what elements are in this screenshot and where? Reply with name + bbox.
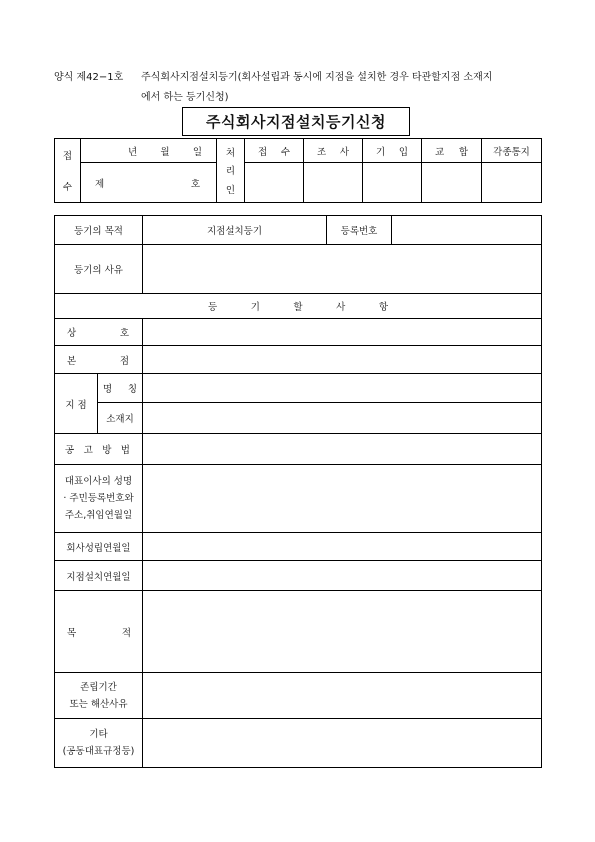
processor-label-cell bbox=[217, 139, 245, 203]
purpose-row bbox=[55, 216, 542, 245]
reason-label: 등기의 사유 bbox=[55, 245, 143, 294]
matters-heading-text: 등 기 할 사 항 bbox=[208, 302, 388, 313]
other-label-line-1: 기타 bbox=[89, 729, 108, 740]
form-title: 주식회사지점설치등기신청 bbox=[182, 107, 410, 136]
branch-location-row bbox=[55, 403, 542, 434]
branch-name-label: 명 칭 bbox=[98, 374, 143, 403]
public-notice-label: 공 고 방 법 bbox=[55, 434, 143, 465]
step-entry-stamp bbox=[363, 163, 422, 203]
other-value bbox=[143, 719, 542, 768]
trade-name-label: 상 호 bbox=[55, 319, 143, 346]
public-notice-value bbox=[143, 434, 542, 465]
incorporation-date-row bbox=[55, 533, 542, 561]
purpose-value: 지점설치등기 bbox=[143, 216, 327, 245]
representative-label bbox=[55, 465, 143, 533]
branch-name-value bbox=[143, 374, 542, 403]
form-description-line-1: 주식회사지점설치등기(회사설립과 동시에 지점을 설치한 경우 타관할지점 소재지 bbox=[141, 72, 493, 83]
objectives-row bbox=[55, 591, 542, 673]
duration-label bbox=[55, 673, 143, 719]
processor-label-2: 리 bbox=[225, 166, 236, 178]
date-month-label: 월 bbox=[160, 146, 170, 158]
branch-label: 지 점 bbox=[55, 374, 98, 434]
receipt-label-top: 접 bbox=[62, 151, 73, 162]
step-collation-header: 교 합 bbox=[422, 139, 482, 163]
receipt-label-cell bbox=[55, 139, 81, 203]
receipt-label-bottom: 수 bbox=[62, 182, 73, 193]
form-header bbox=[54, 68, 554, 108]
duration-row bbox=[55, 673, 542, 719]
form-description-line-2: 에서 하는 등기신청) bbox=[141, 92, 229, 103]
step-receipt-stamp bbox=[245, 163, 304, 203]
other-label bbox=[55, 719, 143, 768]
reason-value bbox=[143, 245, 542, 294]
step-receipt-header: 접 수 bbox=[245, 139, 304, 163]
date-day-label: 일 bbox=[192, 146, 202, 158]
matters-heading-row bbox=[55, 294, 542, 319]
duration-value bbox=[143, 673, 542, 719]
step-notice-stamp bbox=[482, 163, 542, 203]
other-label-line-2: (공동대표규정등) bbox=[62, 746, 135, 757]
step-entry-header: 기 입 bbox=[363, 139, 422, 163]
receipt-date-cell bbox=[81, 139, 217, 163]
header-line-1 bbox=[54, 68, 554, 88]
date-year-label: 년 bbox=[128, 146, 138, 158]
processor-label-3: 인 bbox=[225, 185, 236, 197]
receipt-number-cell bbox=[81, 163, 217, 203]
head-office-label: 본 점 bbox=[55, 346, 143, 374]
branch-establishment-date-row bbox=[55, 561, 542, 591]
representative-label-line-2: · 주민등록번호와 bbox=[63, 493, 134, 504]
other-row bbox=[55, 719, 542, 768]
representative-value bbox=[143, 465, 542, 533]
branch-location-value bbox=[143, 403, 542, 434]
branch-establishment-date-value bbox=[143, 561, 542, 591]
reason-row bbox=[55, 245, 542, 294]
head-office-value bbox=[143, 346, 542, 374]
branch-location-label: 소재지 bbox=[98, 403, 143, 434]
reception-table bbox=[54, 138, 542, 203]
duration-label-line-1: 존립기간 bbox=[80, 681, 117, 693]
registration-number-value bbox=[392, 216, 542, 245]
step-review-stamp bbox=[304, 163, 363, 203]
representative-row bbox=[55, 465, 542, 533]
processor-label-1: 처 bbox=[225, 147, 236, 159]
receipt-number-suffix: 호 bbox=[190, 178, 200, 190]
incorporation-date-label: 회사성립연월일 bbox=[55, 533, 143, 561]
matters-heading bbox=[55, 294, 542, 319]
representative-label-line-3: 주소,취임연월일 bbox=[64, 510, 133, 521]
branch-name-row bbox=[55, 374, 542, 403]
head-office-row bbox=[55, 346, 542, 374]
reception-header-row bbox=[55, 139, 542, 163]
public-notice-row bbox=[55, 434, 542, 465]
step-notice-header: 각종통지 bbox=[482, 139, 542, 163]
step-review-header: 조 사 bbox=[304, 139, 363, 163]
receipt-number-prefix: 제 bbox=[95, 178, 105, 190]
registration-table bbox=[54, 215, 542, 768]
representative-label-line-1: 대표이사의 성명 bbox=[64, 476, 133, 487]
duration-label-line-2: 또는 해산사유 bbox=[69, 698, 128, 710]
form-number: 양식 제42−1호 bbox=[54, 72, 124, 83]
step-collation-stamp bbox=[422, 163, 482, 203]
objectives-value bbox=[143, 591, 542, 673]
incorporation-date-value bbox=[143, 533, 542, 561]
objectives-label: 목 적 bbox=[55, 591, 143, 673]
purpose-label: 등기의 목적 bbox=[55, 216, 143, 245]
branch-establishment-date-label: 지점설치연월일 bbox=[55, 561, 143, 591]
trade-name-row bbox=[55, 319, 542, 346]
reception-body-row bbox=[55, 163, 542, 203]
trade-name-value bbox=[143, 319, 542, 346]
registration-number-label: 등록번호 bbox=[327, 216, 392, 245]
